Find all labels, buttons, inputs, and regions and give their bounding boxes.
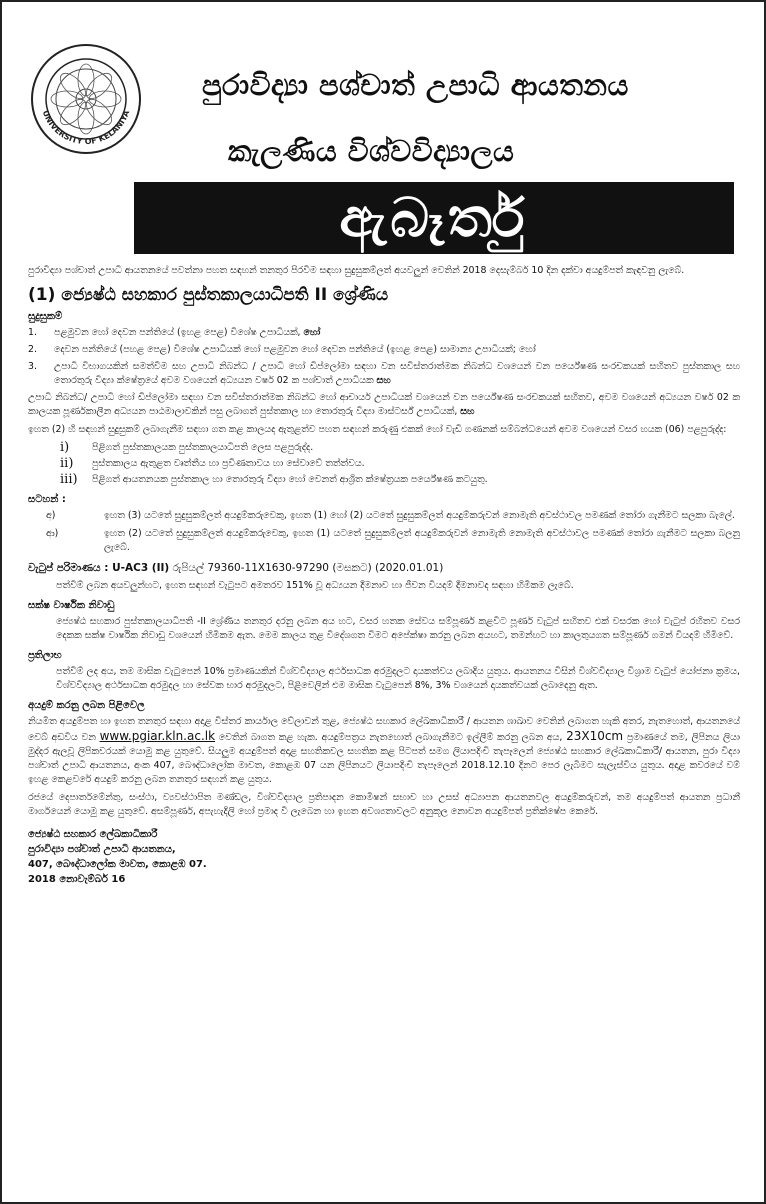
benefits-paragraph: පත්වීම් ලද අය, තම මාසික වැටුපෙන් 10% ප්‍රමාණයකින් විශ්වවිද්‍යාල අර්ථසාධක අරමුදලට දායකත්වය ලබාදිය යුතුය. ආයතනය විසින් විශ්වවිද්‍යාල විශ්‍රාම වැටුප් යෝජනා ක්‍රමය, විශ්වවිද්‍යාල අර්ථසාධක අරමුදල හා සේවක භාර අරමුදලට, පිළිවෙලින් එම මාසික වැටුපෙන් 8%, 3% වශයෙන් දායකත්වයක් ලබාදෙනු ඇත. [56,666,740,691]
note-item: ආ) ඉහත (2) යටතේ සුදුසුකම්ලත් අයදුම්කරුවෙකු, ඉහත (1) යටතේ සුදුසුකම්ලත් අයදුම්කරුවන් නොමැති නොමැති අවස්ථාවල පමණක් තෝරා ගැනීමට සලකා බලනු ලැබේ. [46,528,740,553]
application-paragraph: නියමිත අයදුම්පත හා ඉහත තනතුර සඳහා අදාළ විස්තර කාර්යාල වේලාවන් තුළ, ජ්‍යෙෂ්ඨ සහකාර ලේඛකාධිකාරී / ආයතන ශාඛාව වෙතින් ලබාගත හැකි අතර, නැතහොත්, ආයතනයේ වෙබ් අඩවිය වන www.pgiar.kln.ac.lk වෙතින් බාගත කළ හැක. අයදුම්පත්‍රය නැතහොත් ලබාගැනීමට ඉල්ලීම් කරනු ලබන අය, 23X10cm ප්‍රමාණයේ තම, ලිපිනය ලියා මුද්දර ඇලවූ ලිපිකවරයක් යොමු කළ යුතුවේ. සියලුම අයදුම්පත් අදාළ සහතිකවල සහතික කළ පිටපත් සමග ලියාපදිංචි තැපෑලෙන් ජ්‍යෙෂ්ඨ සහකාර ලේඛකාධිකාරී/ ආයතන, පුරා විද්‍යා පශ්චාත් උපාධි ආයතනය, අංක 407, බෞද්ධාලෝක මාවත, කොළඹ 07 යන ලිපිනයට ලියාපදිංචි තැපෑලෙන් 2018.12.10 දිනට පෙර ලැබීමට සැලැස්විය යුතුය. අදාළ කවරයේ වම් ඉහළ කෙළවරේ අයදුම් කරනු ලබන තනතුර සඳහන් කළ යුතුය. [28,716,741,785]
salary-scale: වැටුප් පරිමාණය : U-AC3 (II) රුපියල් 79360-11X1630-97290 (මසකට) (2020.01.01) [28,562,444,574]
application-heading: අයදුම් කරනු ලබන පිළිවෙල [28,700,145,711]
sabbatical-paragraph: ජ්‍යෙෂ්ඨ සහකාර පුස්තකාලයාධිපති -II ශ්‍රේණිය තනතුර දරනු ලබන අය හට, වසර හතක සේවය සම්පූර්ණ කළවිට පූර්ණ වැටුප් සහිතව එක් වසරක හෝ වැටුප් රහිතව වසර දෙකක සක්ෂ වාර්ෂික නිවාඩු වශයෙන් හිමිකම ඇත. මෙම කාලය තුළ විදේශගත වීමට අපේක්ෂා කරනු ලබන අයහට, තමන්හට හා කාලතුයගත සම්පූර්ණ ගමන් වියදම් හිමිවේ. [56,616,740,641]
experience-item: ii) පුස්තකාලය ඇතුළත වෘත්තීය හා ප්‍රවීණතාවය හා සේවාවේ තත්ත්වය. [60,456,365,471]
application-paragraph-2: රජයේ දෙපාර්තමේන්තු, සංස්ථා, ව්‍යවස්ථාපිත මණ්ඩල, විශ්වවිද්‍යාල ප්‍රතිපාදන කොමිෂන් සභාව හා උසස් අධ්‍යාපන ආයතනවල අයදුම්කරුවන්, තම අයදුම්පත් ආයතන ප්‍රධානී මාර්ගයෙන් යොමු කළ යුතුවේ. අසම්පූර්ණ, අපැහැදිලි හෝ ප්‍රමාද වී ලැබෙන හා ඉහත අවශ්‍යතාවලට අනුකූල නොවන අයදුම්පත් ප්‍රතික්ෂේප කෙරේ. [28,792,740,817]
experience-item: i) පිළිගත් පුස්තකාලයක පුස්තකාලයාධිපති ලෙස පළපුරුද්ද. [60,440,314,455]
benefits-heading: ප්‍රතිලාභ [28,650,62,661]
vacancies-banner: ඇබෑර්තු [134,182,734,254]
experience-paragraph: ඉහත (2) හි සඳහන් සුදුසුකම් ලබාගැනීම සඳහා ගත කළ කාලයද ඇතුළත්ව පහත සඳහන් කරුණු එකක් හෝ වැඩි ගණනක් සම්බන්ධයෙන් අවම වශයෙන් වසර හයක (06) පළපුරුද්ද: [28,424,727,435]
qualification-item: 1. පළමුවන හෝ දෙවන පන්තියේ (ඉහළ පෙළ) විශේෂ උපාධියක්, හෝ [28,327,321,338]
note-item: අ) ඉහත (3) යටතේ සුදුසුකම්ලත් අයදුම්කරුවෙකු, ඉහත (1) හෝ (2) යටතේ සුදුසුකම්ලත් අයදුම්කරුවන් නොමැති අවස්ථාවල පමණක් තෝරා ගැනීමට සලකා බැලේ. [46,510,735,521]
post-title: (1) ජ්‍යෙෂ්ඨ සහකාර පුස්තකාලයාධිපති II ශ්‍රේණිය [28,285,389,305]
advert-body [28,264,740,887]
qualification-item: 3. උපාධි විභාගයකින් සමත්වීම සහ උපාධි නිබන්ධ / උපාධි හෝ ඩිප්ලෝමා සඳහා වන සවිස්තරාත්මක නිබන්ධ වශයෙන් වන පර්යේෂණ සංරචකයක් සහිතව පුස්තකාල සහ තොරතුරු විද්‍යා ක්ෂේත්‍රයේ අවම වශයෙන් අධ්‍යයන වර්ෂ 02 ක පශ්චාත් උපාධියක සහ [28,361,740,386]
qualification-item: 2. දෙවන පන්තියේ (පහළ පෙළ) විශේෂ උපාධියක් හෝ පළමුවන හෝ දෙවන පන්තියේ (ඉහළ පෙළ) සාමාන්‍ය උපාධියක්; හෝ [28,344,536,355]
sabbatical-heading: සක්ෂ වාර්ෂික නිවාඩු [28,600,115,611]
experience-item: iii) පිළිගත් ආයතනයක පුස්තකාල හා තොරතුරු විද්‍යා හෝ වෙනත් ආශ්‍රිත ක්ෂේත්‍රයක පර්යේෂණ කටයුතු. [60,472,488,487]
university-seal-icon [29,42,143,156]
university-title: කැලණිය විශ්වවිද්‍යාලය [228,134,515,168]
salary-paragraph: පත්වීම් ලබන අයවලුන්හට, ඉහත සඳහන් වැටුපට අමතරව 151% වූ අධ්‍යයන දීමනාව හා ජීවන වියදම් දීමනාවද සඳහා හිමිකම ලැබේ. [56,580,574,591]
intro-paragraph: පුරාවිද්‍යා පශ්චාත් උපාධි ආයතනයේ පවත්නා පහත සඳහන් තනතුර පිරවීම සඳහා සුදුසුකම්ලත් අයවලුන් වෙතින් 2018 දෙසැම්බර් 10 දින දක්වා අයදුම්පත් කැඳවනු ලැබේ. [28,265,685,276]
signature-block: ජ්‍යෙෂ්ඨ සහකාර ලේඛකාධිකාරී පුරාවිද්‍යා පශ්චාත් උපාධි ආයතනය, 407, බෞද්ධාලෝක මාවත, කොළඹ 07. 2018 නොවැම්බර් 16 [28,829,207,885]
institute-title: පුරාවිද්‍යා පශ්චාත් උපාධි ආයතනය [202,68,629,102]
header [2,2,764,168]
website-link[interactable]: www.pgiar.kln.ac.lk [99,729,216,743]
qualification-paragraph: උපාධි නිබන්ධ/ උපාධි හෝ ඩිප්ලෝමා සඳහා වන සවිස්තරාත්මක නිබන්ධ හෝ ආචාර්ය උපාධියක් වශයෙන් වන පර්යේෂණ සංරචකයක් සහිතව, අවම වශයෙන් අධ්‍යයන වර්ෂ 02 ක කාලයක පූර්ණකාලීන අධ්‍යයන පාඨමාලාවකින් පසු ලබාගත් පුස්තකාල හා තොරතුරු විද්‍යා මාස්ටර්ස් උපාධියක්, සහ [28,392,740,417]
notes-heading: සටහන් : [28,494,66,505]
qualifications-heading: සුදුසුකම් [28,311,63,322]
svg-text:UNIVERSITY OF KELANIYA: UNIVERSITY OF KELANIYA [40,109,132,147]
